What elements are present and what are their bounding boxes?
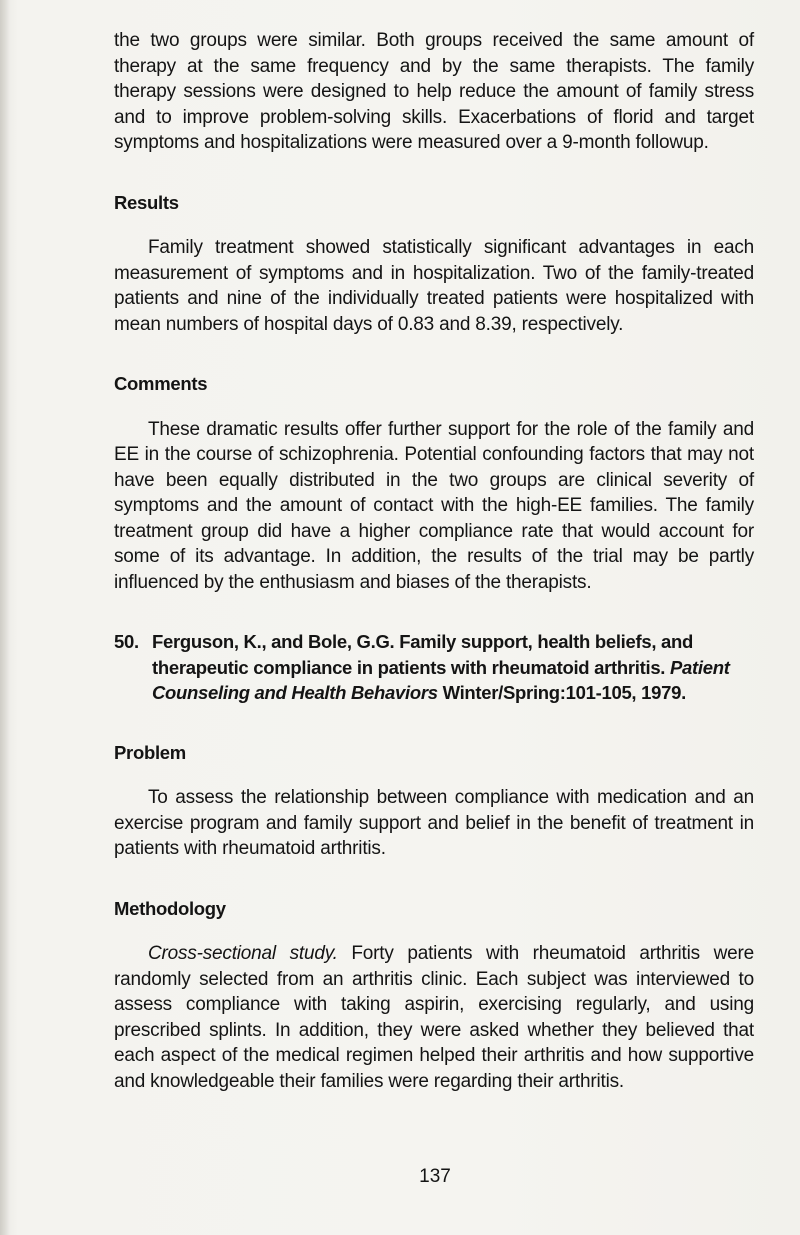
problem-paragraph: To assess the relationship between compliance with medication and an exercise program and family support and belief in the benefit of treatment in patients with rheumatoid arthritis.	[114, 787, 754, 859]
results-paragraph: Family treatment showed statistically significant advantages in each measurement of symptoms and in hospitalization. Two of the family-treated patients and nine of the individually treated patients were hospitalized with mean numbers of hospital days of 0.83 and 8.39, respectively.	[114, 237, 754, 335]
comments-paragraph: These dramatic results offer further support for the role of the family and EE in the course of schizophrenia. Potential confounding factors that may not have been equally distributed in the two groups are clinical severity of symptoms and the amount of contact with the high-EE families. The family treatment group did have a higher compliance rate that would account for some of its advantage. In addition, the results of the trial may be partly influenced by the enthusiasm and biases of the therapists.	[114, 418, 754, 593]
citation-number: 50.	[114, 631, 139, 652]
results-heading: Results	[114, 191, 179, 213]
citation-issue: Winter/Spring:101-105, 1979.	[437, 682, 686, 703]
problem-heading: Problem	[114, 741, 186, 763]
citation-journal: Patient Counseling and Health Behaviors	[152, 656, 730, 703]
page-edge-shadow	[0, 0, 10, 1235]
page-content	[114, 28, 754, 1094]
page-number: 137	[419, 1166, 451, 1187]
citation-authors-title: Ferguson, K., and Bole, G.G. Family support, health beliefs, and therapeutic compliance in patients with rheumatoid arthritis.	[152, 631, 694, 678]
intro-paragraph: the two groups were similar. Both groups received the same amount of therapy at the same frequency and by the same therapists. The family therapy sessions were designed to help reduce the amount of family stress and to improve problem-solving skills. Exacerbations of florid and target symptoms and hospitalizations were measured over a 9-month followup.	[114, 30, 754, 153]
citation-entry	[114, 629, 754, 706]
comments-heading: Comments	[114, 373, 208, 394]
methodology-lead: Cross-sectional study.	[148, 943, 338, 964]
methodology-paragraph	[114, 941, 754, 1094]
methodology-heading: Methodology	[114, 897, 226, 919]
methodology-text: Forty patients with rheumatoid arthritis were randomly selected from an arthritis clinic. Each subject was interviewed to assess compliance with taking aspirin, exercising regularly, and using prescribed splints. In addition, they were asked whether they believed that each aspect of the medical regimen helped their arthritis and how supportive and knowledgeable their families were regarding their arthritis.	[114, 943, 754, 1092]
citation-body	[152, 629, 754, 706]
